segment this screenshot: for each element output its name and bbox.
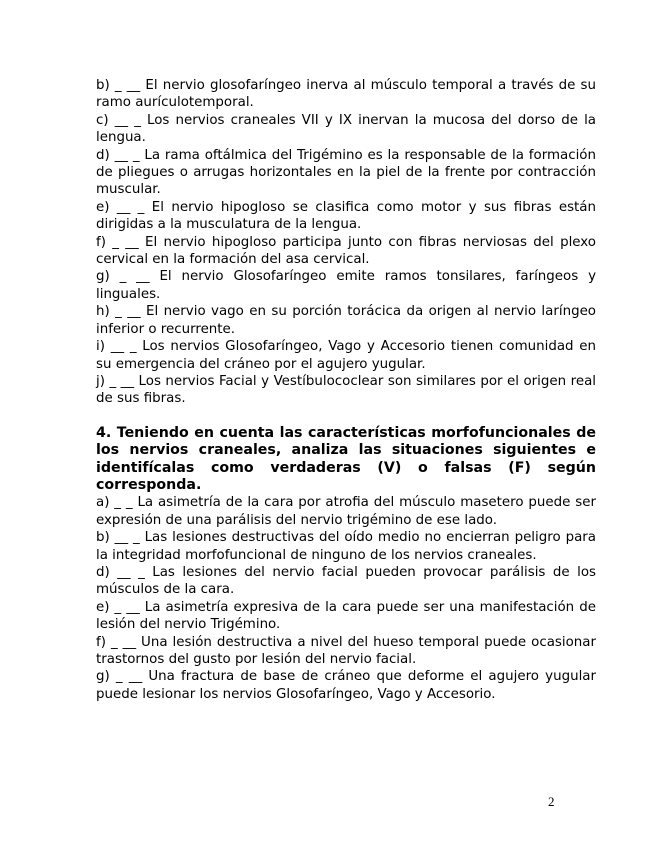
item-3i: i) __ _ Los nervios Glosofaríngeo, Vago y Accesorio tienen comunidad en su emergencia del cráneo por el agujero yugular. [96, 339, 596, 372]
item-4b: b) __ _ Las lesiones destructivas del oído medio no encierran peligro para la integridad morfofuncional de ninguno de los nervios craneales. [96, 530, 596, 563]
item-4e: e) _ __ La asimetría expresiva de la cara puede ser una manifestación de lesión del nervio Trigémino. [96, 599, 596, 633]
item-3h: h) _ __ El nervio vago en su porción torácica da origen al nervio laríngeo inferior o recurrente. [96, 304, 596, 337]
document-body [96, 77, 596, 703]
item-4d: d) __ _ Las lesiones del nervio facial pueden provocar parálisis de los músculos de la cara. [96, 564, 596, 598]
item-3g: g) _ __ El nervio Glosofaríngeo emite ramos tonsilares, faríngeos y linguales. [96, 269, 596, 302]
section-spacer [96, 408, 596, 425]
item-3j: j) _ __ Los nervios Facial y Vestíbulococlear son similares por el origen real de sus fibras. [96, 373, 596, 407]
item-4f: f) _ __ Una lesión destructiva a nivel del hueso temporal puede ocasionar trastornos del gusto por lesión del nervio facial. [96, 634, 596, 667]
item-4g: g) _ __ Una fractura de base de cráneo que deforme el agujero yugular puede lesionar los nervios Glosofaríngeo, Vago y Accesorio. [96, 669, 596, 702]
item-3b: b) _ __ El nervio glosofaríngeo inerva al músculo temporal a través de su ramo aurículotemporal. [96, 78, 596, 111]
item-3f: f) _ __ El nervio hipogloso participa junto con fibras nerviosas del plexo cervical en la formación del asa cervical. [96, 234, 596, 268]
page-number: 2 [548, 794, 555, 809]
item-3c: c) __ _ Los nervios craneales VII y IX inervan la mucosa del dorso de la lengua. [96, 112, 596, 146]
item-3e: e) __ _ El nervio hipogloso se clasifica como motor y sus fibras están dirigidas a la musculatura de la lengua. [96, 199, 596, 233]
item-3d: d) __ _ La rama oftálmica del Trigémino es la responsable de la formación de pliegues o arrugas horizontales en la piel de la frente por contracción muscular. [96, 147, 596, 198]
item-4a: a) _ _ La asimetría de la cara por atrofia del músculo masetero puede ser expresión de una parálisis del nervio trigémino de ese lado. [96, 495, 596, 528]
section-4-heading: 4. Teniendo en cuenta las características morfofuncionales de los nervios craneales, analiza las situaciones siguientes e identifícalas como verdaderas (V) o falsas (F) según corresponda. [96, 424, 596, 493]
